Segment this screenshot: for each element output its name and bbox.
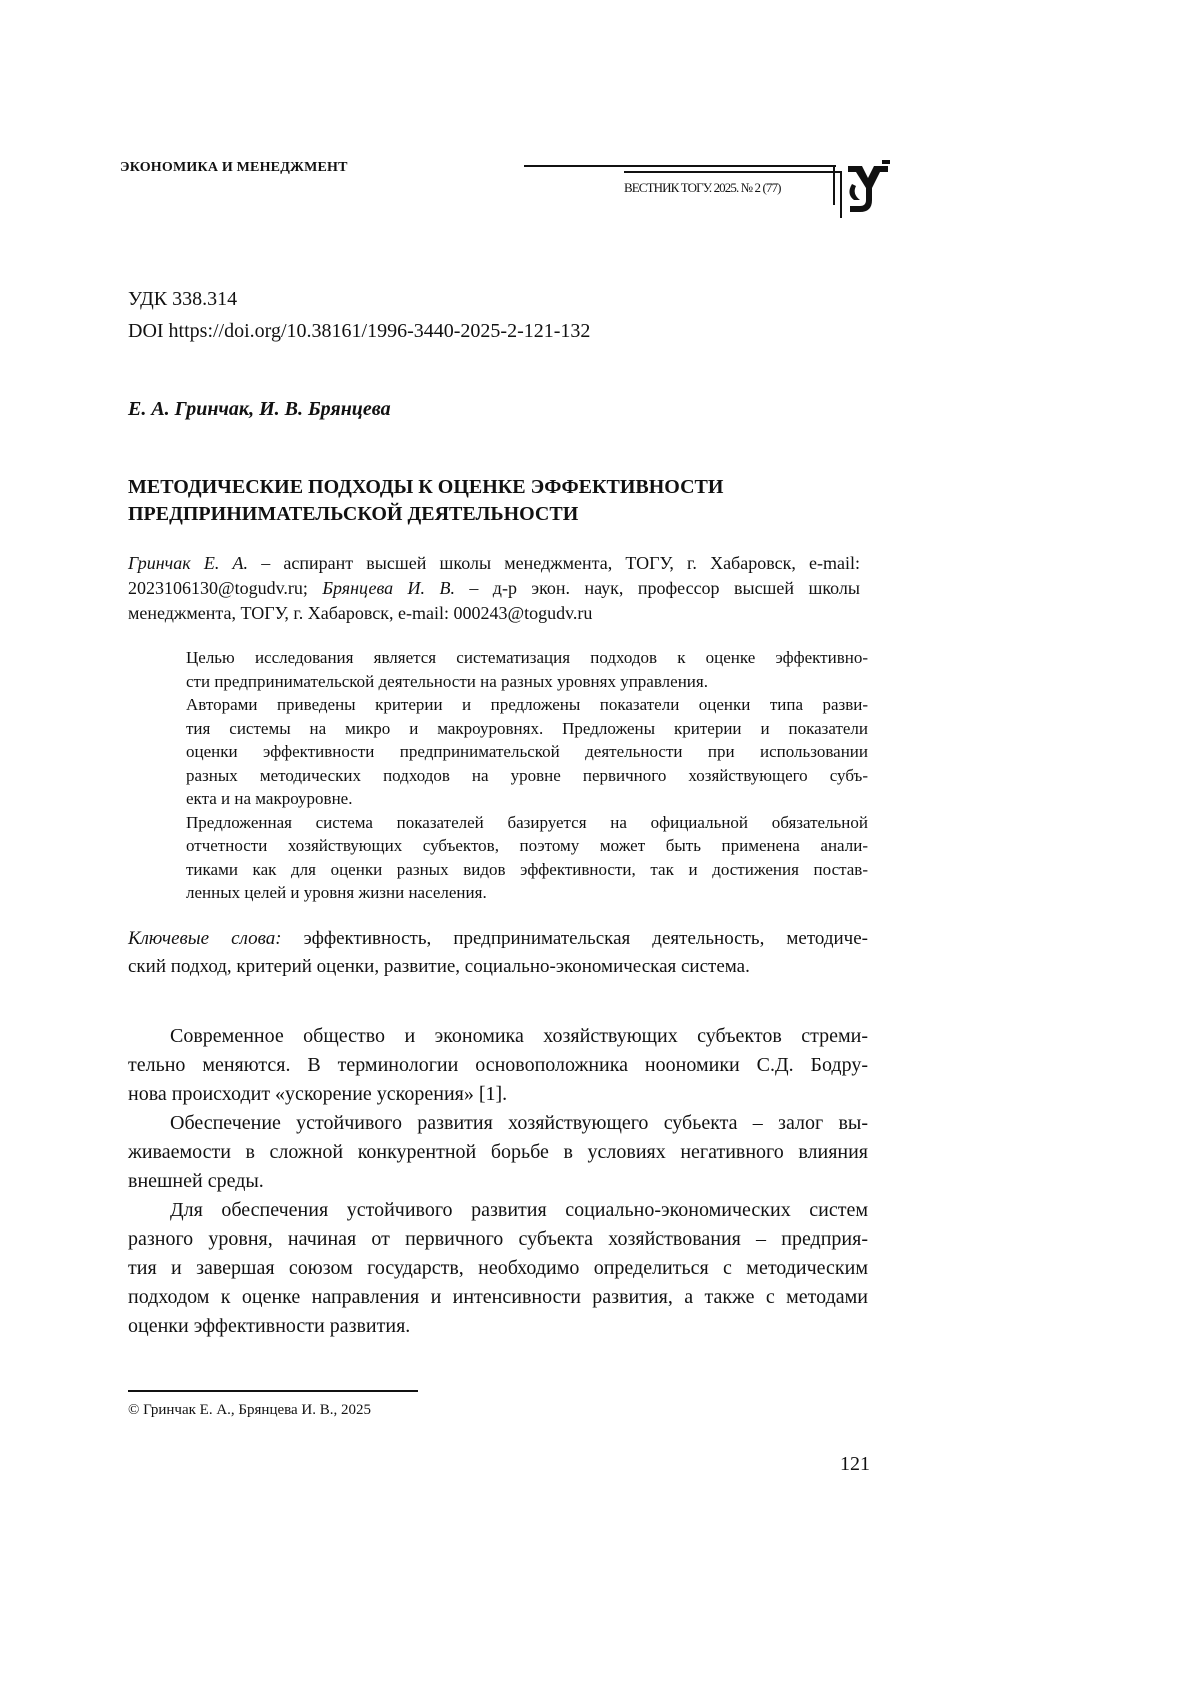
body-line: живаемости в сложной конкурентной борьбе в условиях негативного влияния — [128, 1141, 868, 1163]
author-info: – аспирант высшей школы менеджмента, ТОГУ, г. Хабаровск, e-mail: — [248, 553, 860, 573]
author-name: Гринчак Е. А. — [128, 553, 249, 573]
abstract-line: екта и на макроуровне. — [186, 789, 353, 808]
abstract — [186, 646, 868, 905]
author-name: Брянцева И. В. — [322, 578, 455, 598]
page-number: 121 — [840, 1453, 870, 1475]
abstract-line: ленных целей и уровня жизни населения. — [186, 883, 487, 902]
body-line: внешней среды. — [128, 1170, 264, 1192]
abstract-line: сти предпринимательской деятельности на разных уровнях управления. — [186, 671, 708, 691]
abstract-line: отчетности хозяйствующих субъектов, поэтому может быть применена анали- — [186, 836, 868, 855]
header-rule-vertical — [833, 165, 835, 205]
section-title: ЭКОНОМИКА И МЕНЕДЖМЕНТ — [120, 160, 348, 175]
keywords-text: эффективность, предпринимательская деятельность, методиче- — [281, 928, 868, 949]
body-paragraph — [128, 1109, 868, 1196]
keywords-text: ский подход, критерий оценки, развитие, социально-экономическая система. — [128, 956, 750, 977]
abstract-line: Целью исследования является систематизация подходов к оценке эффективно- — [186, 648, 868, 667]
keywords-label: Ключевые слова: — [128, 928, 282, 949]
abstract-line: оценки эффективности предпринимательской деятельности при использовании — [186, 742, 868, 761]
author-email[interactable]: 2023106130@togudv.ru; — [128, 578, 323, 598]
article-body — [128, 1022, 868, 1341]
keywords — [128, 925, 868, 981]
author-info: менеджмента, ТОГУ, г. Хабаровск, e-mail: 000243@togudv.ru — [128, 603, 593, 623]
body-line: тельно меняются. В терминологии основоположника ноономики С.Д. Бодру- — [128, 1054, 868, 1076]
author-affiliation — [128, 551, 860, 626]
article-authors: Е. А. Гринчак, И. В. Брянцева — [128, 398, 391, 420]
body-line: нова происходит «ускорение ускорения» [1]. — [128, 1083, 508, 1105]
doi-link[interactable]: DOI https://doi.org/10.38161/1996-3440-2025-2-121-132 — [128, 320, 591, 342]
abstract-line: Авторами приведены критерии и предложены показатели оценки типа разви- — [186, 695, 868, 714]
body-line: Современное общество и экономика хозяйствующих субъектов стреми- — [170, 1025, 868, 1047]
body-line: оценки эффективности развития. — [128, 1315, 411, 1337]
abstract-line: тиками как для оценки разных видов эффективности, так и достижения постав- — [186, 859, 868, 879]
abstract-line: разных методических подходов на уровне первичного хозяйствующего субъ- — [186, 765, 868, 785]
body-paragraph — [128, 1196, 868, 1341]
footnote-rule — [128, 1390, 418, 1392]
copyright-footnote: © Гринчак Е. А., Брянцева И. В., 2025 — [128, 1402, 372, 1418]
header-rule — [524, 165, 836, 167]
abstract-line: тия системы на микро и макроуровнях. Предложены критерии и показатели — [186, 718, 868, 738]
body-line: разного уровня, начиная от первичного субъекта хозяйствования – предприя- — [128, 1228, 868, 1250]
body-line: тия и завершая союзом государств, необходимо определиться с методическим — [128, 1257, 868, 1279]
abstract-line: Предложенная система показателей базируется на официальной обязательной — [186, 812, 868, 832]
title-line: ПРЕДПРИНИМАТЕЛЬСКОЙ ДЕЯТЕЛЬНОСТИ — [128, 503, 579, 525]
header-rule-inner — [624, 171, 842, 173]
title-line: МЕТОДИЧЕСКИЕ ПОДХОДЫ К ОЦЕНКЕ ЭФФЕКТИВНОСТИ — [128, 476, 724, 498]
body-line: Для обеспечения устойчивого развития социально-экономических систем — [170, 1199, 868, 1221]
journal-reference: ВЕСТНИК ТОГУ. 2025. № 2 (77) — [624, 180, 781, 195]
body-paragraph — [128, 1022, 868, 1109]
body-line: Обеспечение устойчивого развития хозяйствующего субьекта – залог вы- — [170, 1112, 868, 1134]
togu-logo-icon — [842, 160, 894, 218]
author-info: – д-р экон. наук, профессор высшей школы — [454, 578, 860, 598]
body-line: подходом к оценке направления и интенсивности развития, а также с методами — [128, 1286, 868, 1308]
article-title — [128, 474, 868, 528]
udk-code: УДК 338.314 — [128, 288, 238, 310]
